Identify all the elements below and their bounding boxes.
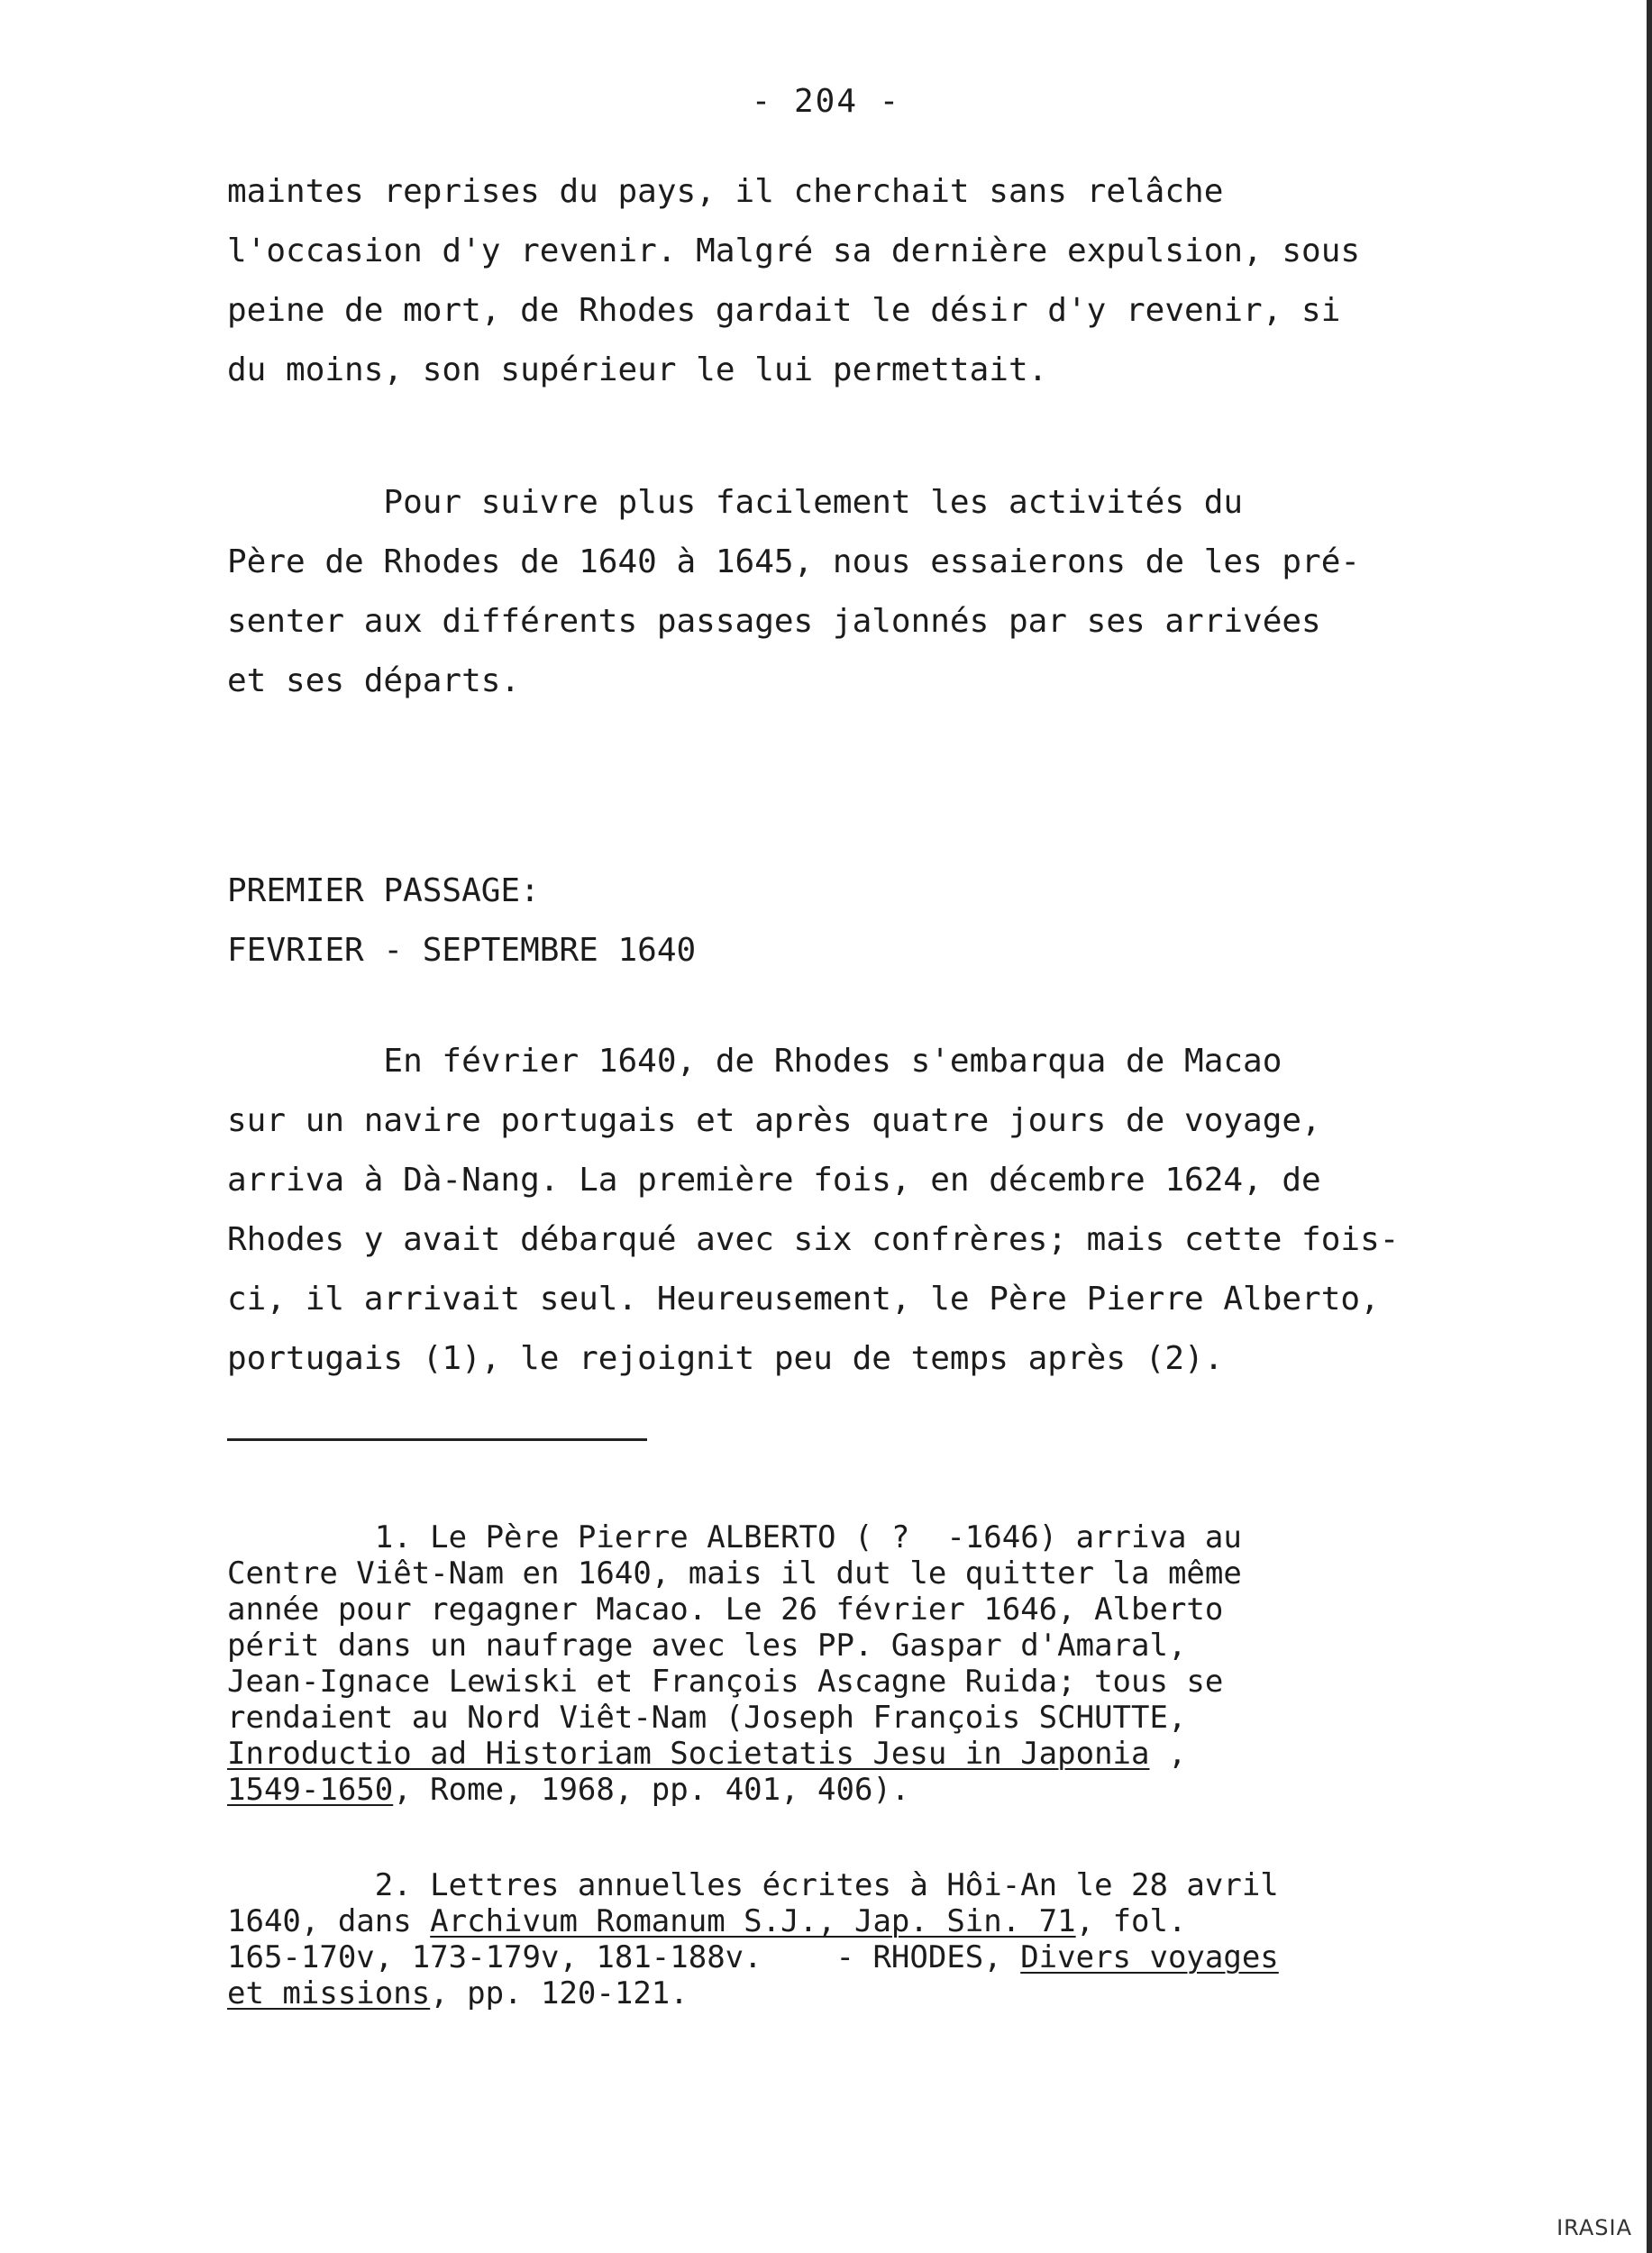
footnote-text: , pp. 120-121.	[430, 1975, 689, 2011]
section-subtitle: FEVRIER - SEPTEMBRE 1640	[227, 932, 697, 969]
footnote-line	[227, 1975, 1534, 2011]
cited-title: 1549-1650	[227, 1772, 394, 1808]
page-number: - 204 -	[751, 83, 901, 120]
text-line: ci, il arrivait seul. Heureusement, le Père Pierre Alberto,	[227, 1281, 1380, 1318]
section-title: PREMIER PASSAGE:	[227, 872, 540, 909]
paragraph-3	[227, 1032, 1534, 1389]
paragraph-2	[227, 473, 1534, 711]
footnote-text: 1640, dans	[227, 1903, 431, 1939]
footnote-text: , fol.	[1075, 1903, 1187, 1939]
text-line: peine de mort, de Rhodes gardait le désir d'y revenir, si	[227, 292, 1341, 329]
footnote-1	[227, 1519, 1534, 1808]
footnote-separator	[227, 1438, 647, 1441]
footnote-line: année pour regagner Macao. Le 26 février 1646, Alberto	[227, 1592, 1224, 1628]
cited-title: et missions	[227, 1975, 431, 2011]
footnote-line: Centre Viêt-Nam en 1640, mais il dut le quitter la même	[227, 1555, 1242, 1592]
scan-page-edge	[1647, 0, 1652, 2253]
text-line: portugais (1), le rejoignit peu de temps après (2).	[227, 1340, 1224, 1377]
footnote-2	[227, 1867, 1534, 2011]
footnote-text: 165-170v, 173-179v, 181-188v. - RHODES,	[227, 1939, 1021, 1975]
text-line: sur un navire portugais et après quatre jours de voyage,	[227, 1102, 1321, 1139]
footnote-text: , Rome, 1968, pp. 401, 406).	[393, 1772, 910, 1808]
footnote-text: ,	[1149, 1736, 1187, 1772]
text-line: et ses départs.	[227, 662, 521, 699]
cited-title: Divers voyages	[1020, 1939, 1279, 1975]
footnote-line: rendaient au Nord Viêt-Nam (Joseph François SCHUTTE,	[227, 1700, 1187, 1736]
text-line: l'occasion d'y revenir. Malgré sa dernière expulsion, sous	[227, 233, 1361, 269]
footnote-line	[227, 1772, 1534, 1808]
footnote-line	[227, 1903, 1534, 1939]
watermark: IRASIA	[1556, 2215, 1632, 2240]
footnote-line: périt dans un naufrage avec les PP. Gaspar d'Amaral,	[227, 1628, 1187, 1664]
footnote-line: 1. Le Père Pierre ALBERTO ( ? -1646) arriva au	[227, 1519, 1242, 1555]
text-line: En février 1640, de Rhodes s'embarqua de Macao	[227, 1043, 1282, 1080]
text-line: arriva à Dà-Nang. La première fois, en décembre 1624, de	[227, 1162, 1321, 1199]
text-line: maintes reprises du pays, il cherchait sans relâche	[227, 173, 1224, 210]
footnote-line: 2. Lettres annuelles écrites à Hôi-An le 28 avril	[227, 1867, 1279, 1903]
cited-title: Inroductio ad Historiam Societatis Jesu in Japonia	[227, 1736, 1150, 1772]
text-line: Pour suivre plus facilement les activités du	[227, 484, 1244, 521]
text-line: Père de Rhodes de 1640 à 1645, nous essaierons de les pré-	[227, 543, 1361, 580]
text-line: senter aux différents passages jalonnés par ses arrivées	[227, 603, 1321, 640]
text-line: du moins, son supérieur le lui permettait.	[227, 351, 1048, 388]
cited-title: Archivum Romanum S.J., Jap. Sin. 71	[430, 1903, 1076, 1939]
footnote-line: Jean-Ignace Lewiski et François Ascagne Ruida; tous se	[227, 1664, 1224, 1700]
footnote-line	[227, 1939, 1534, 1975]
text-line: Rhodes y avait débarqué avec six confrères; mais cette fois-	[227, 1221, 1400, 1258]
footnote-line	[227, 1736, 1534, 1772]
section-heading	[227, 862, 1534, 981]
paragraph-1	[227, 162, 1534, 400]
